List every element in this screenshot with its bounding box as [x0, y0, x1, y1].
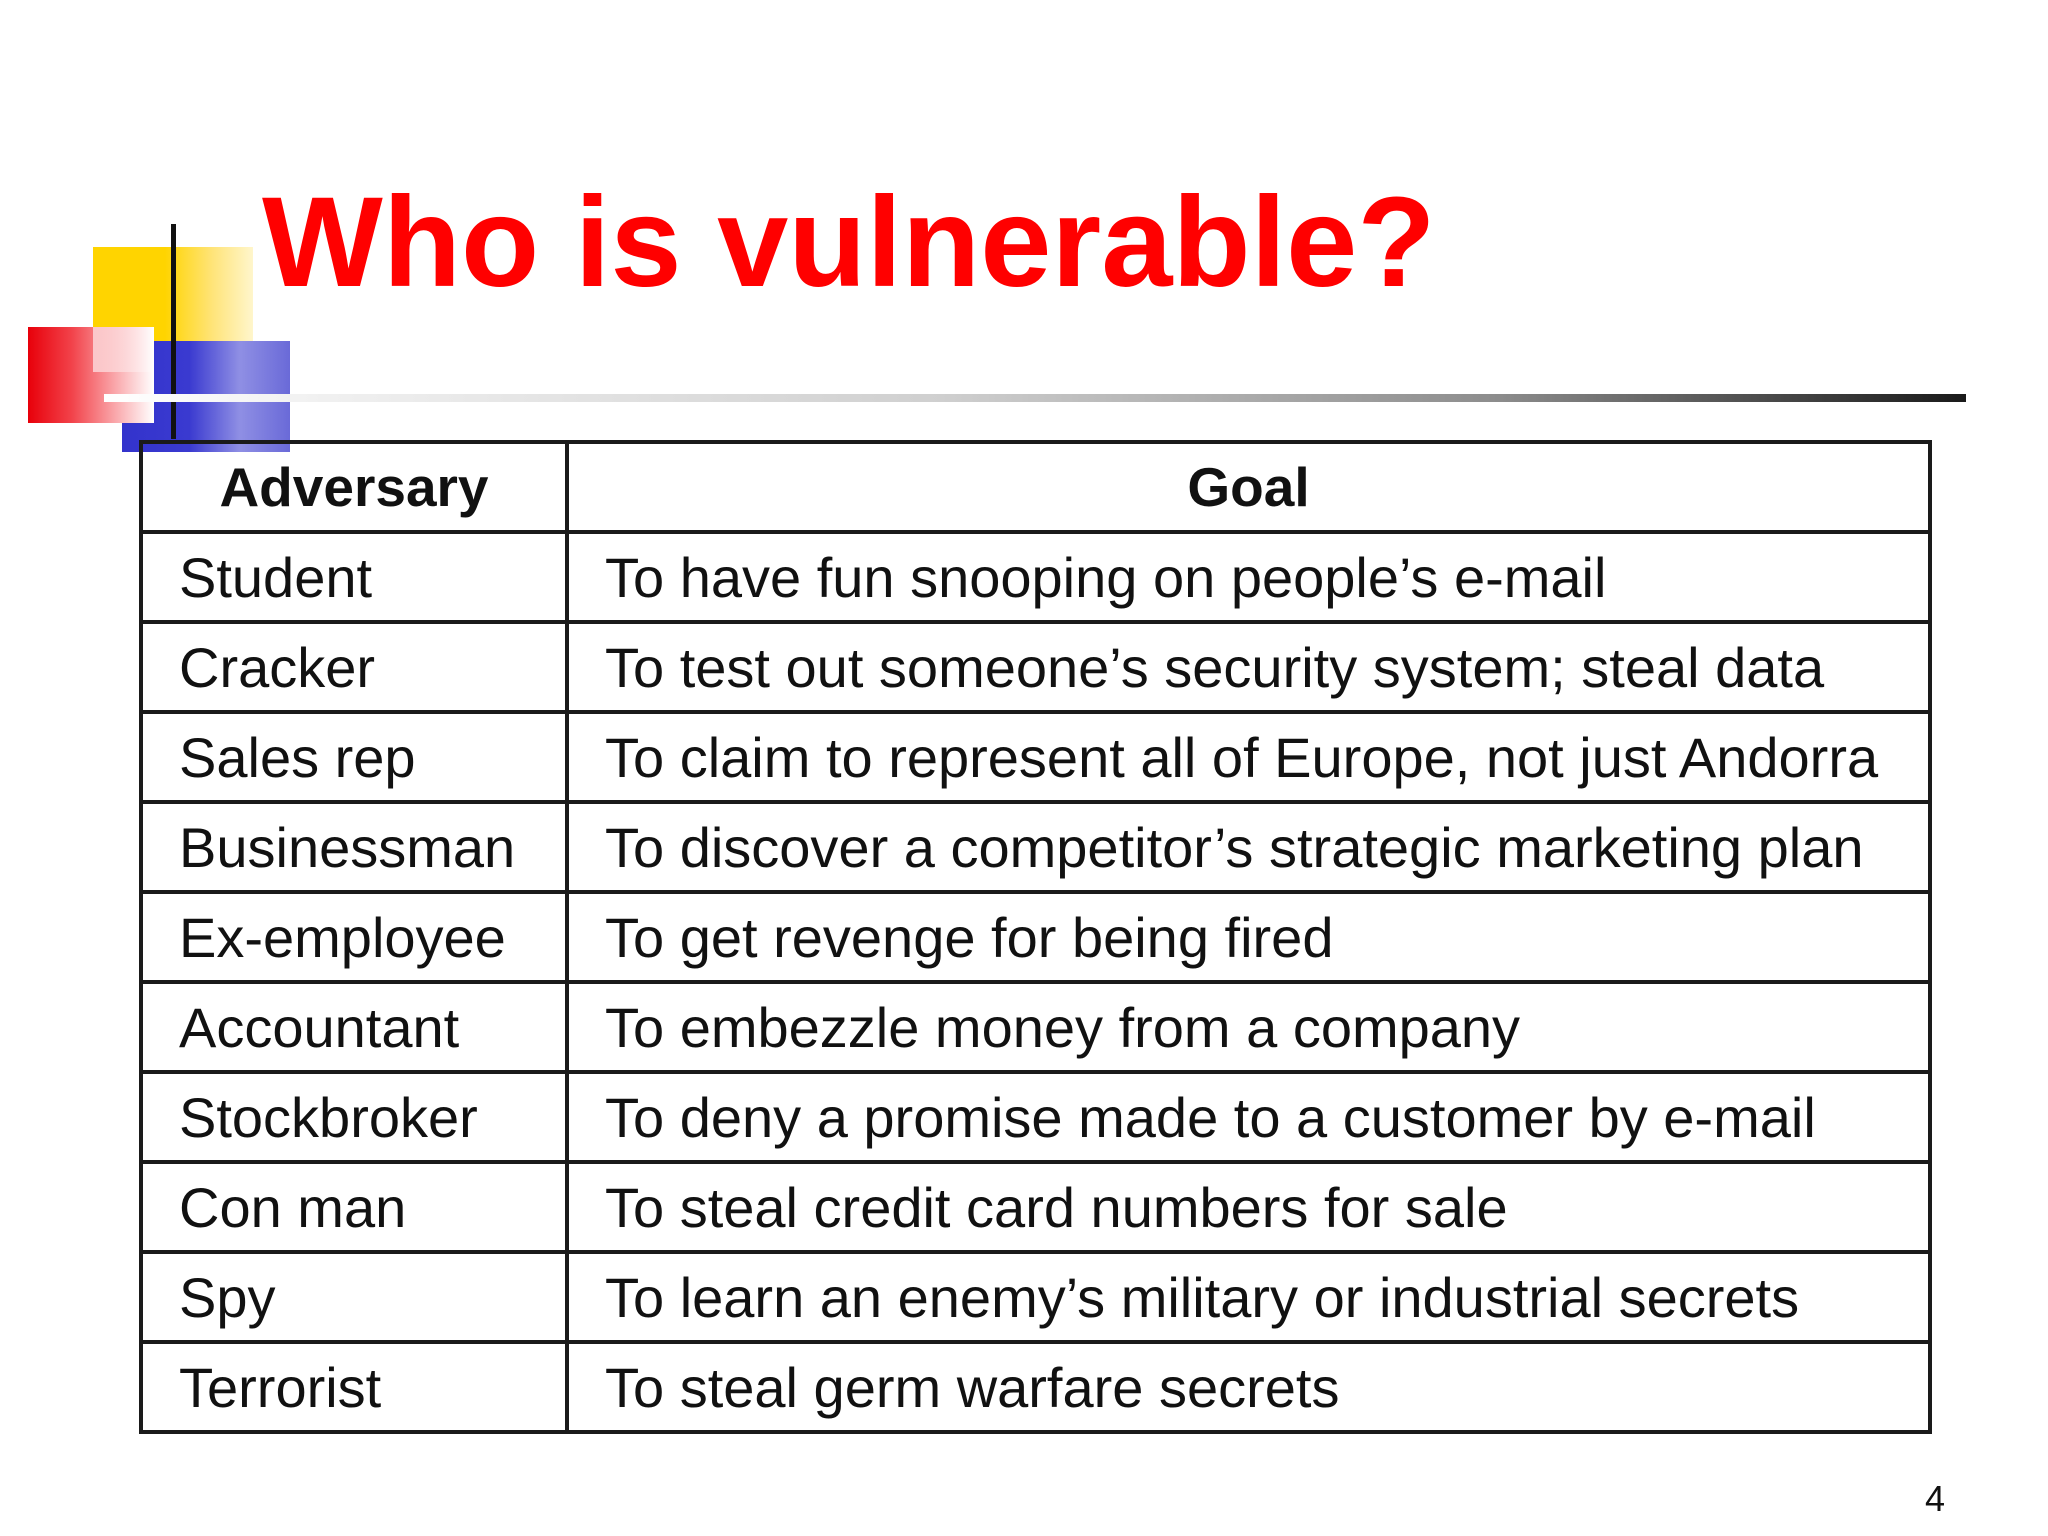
table-row [141, 532, 1930, 622]
adversary-goal-table [139, 440, 1932, 1434]
adversary-cell: Ex-employee [141, 892, 567, 982]
adversary-cell: Stockbroker [141, 1072, 567, 1162]
title-underline-rule [104, 394, 1966, 402]
table-row [141, 712, 1930, 802]
vertical-rule-decoration [171, 224, 176, 439]
table-row [141, 1162, 1930, 1252]
table-row [141, 982, 1930, 1072]
goal-cell: To discover a competitor’s strategic marketing plan [567, 802, 1930, 892]
slide-title: Who is vulnerable? [262, 171, 1436, 314]
adversary-cell: Sales rep [141, 712, 567, 802]
goal-cell: To get revenge for being fired [567, 892, 1930, 982]
goal-cell: To learn an enemy’s military or industrial secrets [567, 1252, 1930, 1342]
table-row [141, 892, 1930, 982]
column-header-adversary: Adversary [141, 442, 567, 532]
adversary-cell: Accountant [141, 982, 567, 1072]
page-number: 4 [1924, 1478, 1945, 1519]
adversary-cell: Student [141, 532, 567, 622]
overlap-highlight-decoration [93, 327, 153, 372]
table-row [141, 802, 1930, 892]
table-row [141, 622, 1930, 712]
table-row [141, 1072, 1930, 1162]
adversary-cell: Businessman [141, 802, 567, 892]
goal-cell: To steal germ warfare secrets [567, 1342, 1930, 1432]
goal-cell: To claim to represent all of Europe, not just Andorra [567, 712, 1930, 802]
goal-cell: To steal credit card numbers for sale [567, 1162, 1930, 1252]
table-header-row [141, 442, 1930, 532]
table-row [141, 1252, 1930, 1342]
goal-cell: To have fun snooping on people’s e-mail [567, 532, 1930, 622]
table-row [141, 1342, 1930, 1432]
adversary-cell: Cracker [141, 622, 567, 712]
column-header-goal: Goal [567, 442, 1930, 532]
adversary-cell: Terrorist [141, 1342, 567, 1432]
goal-cell: To embezzle money from a company [567, 982, 1930, 1072]
adversary-cell: Spy [141, 1252, 567, 1342]
goal-cell: To test out someone’s security system; steal data [567, 622, 1930, 712]
goal-cell: To deny a promise made to a customer by e-mail [567, 1072, 1930, 1162]
adversary-cell: Con man [141, 1162, 567, 1252]
